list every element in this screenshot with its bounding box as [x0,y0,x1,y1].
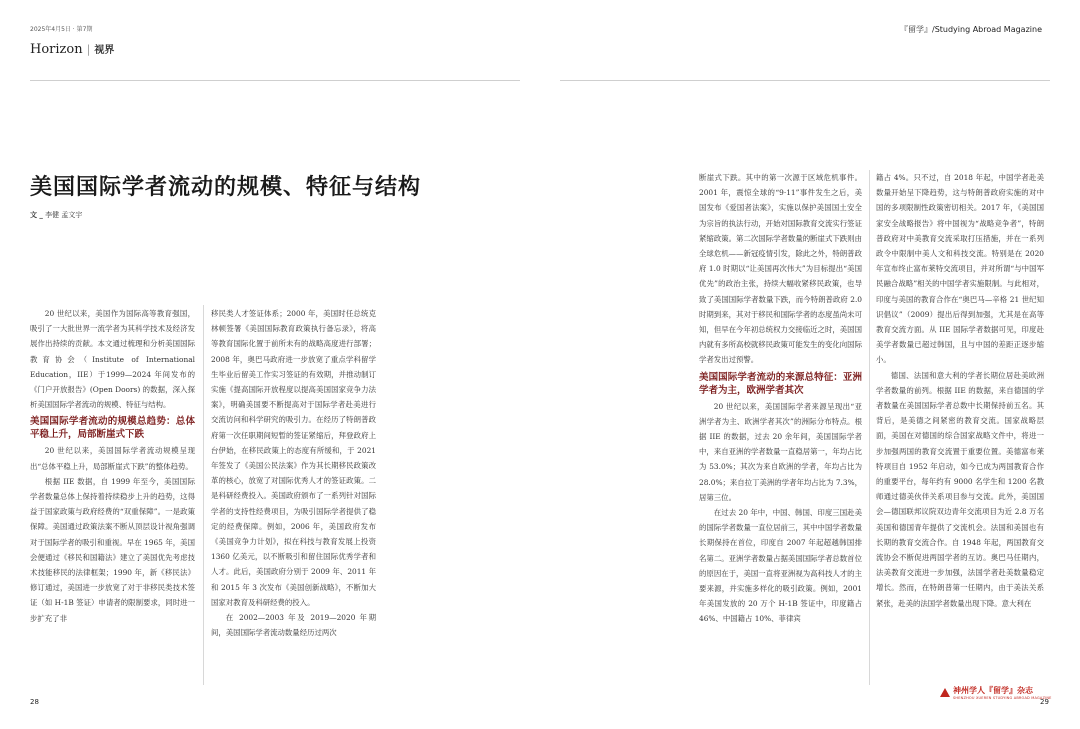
paragraph: 移民类人才签证体系；2000 年，美国时任总统克林顿签署《美国国际教育政策执行备忘录》，将高等教育国际化置于前所未有的战略高度进行部署；2008 年，奥巴马政府进一步放宽了重点学科留学生毕业后留美工作实习签证的有效期，并推动制订实施《提高国际开放程度以提高美国国家竞争力法案》，明确美国要不断提高对于国际学者赴美进行交流访问和科学研究的吸引力。在经历了特朗普政府第一次任职期间短暂的签证紧缩后，拜登政府上台伊始，在移民政策上的态度有所缓和，于 2021 年签发了《美国公民法案》作为其长期移民政策改革的核心，放宽了对国际优秀人才的签证政策。二是科研经费投入。美国政府颁布了一系列针对国际学者的支持性经费项目，为吸引国际学者提供了稳定的经费保障。例如，2006 年，美国政府发布《美国竞争力计划》，拟在科技与教育发展上投资 1360 亿美元，以不断吸引和留住国际优秀学者和人才。此后，美国政府分别于 2009 年、2011 年和 2015 年 3 次发布《美国创新战略》，不断加大国家对教育及科研经费的投入。 [211,309,376,607]
logo-text: 神州学人『留学』杂志 [953,686,1033,695]
byline-label: 文 _ [30,211,43,219]
header-rule-left [30,80,520,81]
section-divider: | [86,43,91,56]
paragraph: 德国、法国和意大利的学者长期位居赴美欧洲学者数量的前列。根据 IIE 的数据，来自德国的学者数量在美国国际学者总数中长期保持前五名。其背后，是美德之间紧密的教育交流。国家战略层面，美国在对德国的综合国家战略文件中，将进一步加强两国的教育交流置于重要位置。美德富布莱特项目自 1952 年启动，如今已成为两国教育合作的重要平台，每年约有 9000 名学生和 1200 名教师通过德美伙伴关系项目参与交流。此外，美国国会—德国联邦议院双边青年交流项目为近 2.8 万名美国和德国青年提供了交流机会。法国和美国也有长期的教育交流合作。自 1948 年起，两国教育交流协会不断促进两国学者的互访。奥巴马任期内，法美教育交流进一步加强，法国学者赴美数量稳定增长。然而，在特朗普第一任期内，由于美法关系紧张，赴美的法国学者数量出现下降。意大利在 [876,370,1044,608]
section-label [30,38,114,57]
paragraph: 20 世纪以来，美国作为国际高等教育强国，吸引了一大批世界一流学者为其科学技术及经济发展作出持续的贡献。本文通过梳理和分析美国国际教育协会（Institute of International Education，IIE）于1999—2024 年间发布的《门户开放报告》(Open Doors) 的数据，深入探析美国国际学者流动的规模、特征与结构。 [30,309,195,410]
paragraph: 在过去 20 年中，中国、韩国、印度三国赴美的国际学者数量一直位居前三，其中中国学者数量长期保持在首位，印度自 2007 年起超越韩国排名第二。亚洲学者数量占据美国国际学者总数首位的原因在于，美国一直将亚洲视为高科技人才的主要来源，并实施多样化的吸引政策。例如，2001 年美国发放的 20 万个 H-1B 签证中，印度籍占 46%、中国籍占 10%、菲律宾 [699,508,862,624]
header-rule-right [560,80,1050,81]
page-number-right: 29 [1040,698,1049,706]
body-column-3 [699,170,862,686]
section-label-cn: 视界 [94,45,115,56]
article-title: 美国国际学者流动的规模、特征与结构 [30,175,422,200]
paragraph: 籍占 4%。只不过，自 2018 年起，中国学者赴美数量开始呈下降趋势，这与特朗普政府实施的对中国的多项限制性政策密切相关。2017 年，《美国国家安全战略报告》将中国视为“战略竞争者”，特朗普政府对中美教育交流采取打压措施，并在一系列政令中限制中美人文和科技交流。特别是在 2020 年宣布终止富布莱特交流项目，并对所谓“与中国军民融合战略”相关的中国学者实施限制。与此相对，印度与美国的教育合作在“奥巴马—辛格 21 世纪知识倡议”（2009）提出后得到加强，尤其是在高等教育交流方面。从 IIE 国际学者数据可见，印度赴美学者数量已超过韩国，且与中国的差距正逐步缩小。 [876,173,1044,365]
issue-date: 2025年4月5日 · 第7期 [30,26,93,33]
logo-mark-icon [940,688,950,697]
paragraph: 20 世纪以来，美国国际学者流动规模呈现出“总体平稳上升，局部断崖式下跌”的整体趋势。 [30,446,195,471]
page-number-left: 28 [30,698,39,706]
body-column-2 [211,306,376,686]
subheading: 美国国际学者流动的来源总特征：亚洲学者为主，欧洲学者其次 [699,371,862,396]
byline [30,210,82,220]
magazine-name: 『留学』/Studying Abroad Magazine [900,25,1042,34]
logo-subtext: SHENZHOU XUEREN STUDYING ABROAD MAGAZINE [953,696,1052,700]
body-column-4 [876,170,1044,686]
paragraph: 断崖式下跌。其中的第一次源于区域危机事件。2001 年，震惊全球的“9·11”事件发生之后，美国发布《爱国者法案》，实施以保护美国国土安全为宗旨的执法行动，开始对国际教育交流实行签证紧缩政策。第二次国际学者数量的断崖式下跌则由全球危机——新冠疫情引发，除此之外，特朗普政府 1.0 时期以“让美国再次伟大”为目标提出“美国优先”的政治主张，持续大幅收紧移民政策，也导致了美国国际学者数量下跌，而今特朗普政府 2.0 时期到来，其对于移民和国际学者的态度虽尚未可知，但早在今年初总统权力交接临近之时，美国国内就有多所高校就移民政策可能发生的变化向国际学者发出过预警。 [699,173,862,365]
paragraph: 在 2002—2003 年及 2019—2020 年期间，美国国际学者流动数量经历过两次 [211,613,376,638]
column-divider [869,170,870,685]
byline-authors: 李健 孟文宇 [45,211,83,219]
magazine-logo [940,685,1052,700]
subheading: 美国国际学者流动的规模总趋势：总体平稳上升，局部断崖式下跌 [30,416,195,441]
body-column-1 [30,306,195,686]
column-divider [203,305,204,685]
section-label-en: Horizon [30,42,83,57]
paragraph: 根据 IIE 数据，自 1999 年至今，美国国际学者数量总体上保持着持续稳步上升的趋势，这得益于国家政策与政府经费的“双重保障”。一是政策保障。美国通过政策法案不断从顶层设计视角强调对于国际学者的吸引和重视。早在 1965 年，美国会便通过《移民和国籍法》建立了美国优先考虑技术技能移民的法律框架；1990 年，新《移民法》修订通过，美国进一步放宽了对于非移民类技术签证（如 H-1B 签证）申请者的限制要求，同时进一步扩充了非 [30,476,195,623]
paragraph: 20 世纪以来，美国国际学者来源呈现出“亚洲学者为主、欧洲学者其次”的洲际分布特点。根据 IIE 的数据，过去 20 余年间，美国国际学者中，来自亚洲的学者数量一直稳居第一，年均占比为 53.0%；其次为来自欧洲的学者，年均占比为 28.0%；来自拉丁美洲的学者年均占比为 7.3%，居第三位。 [699,401,862,502]
